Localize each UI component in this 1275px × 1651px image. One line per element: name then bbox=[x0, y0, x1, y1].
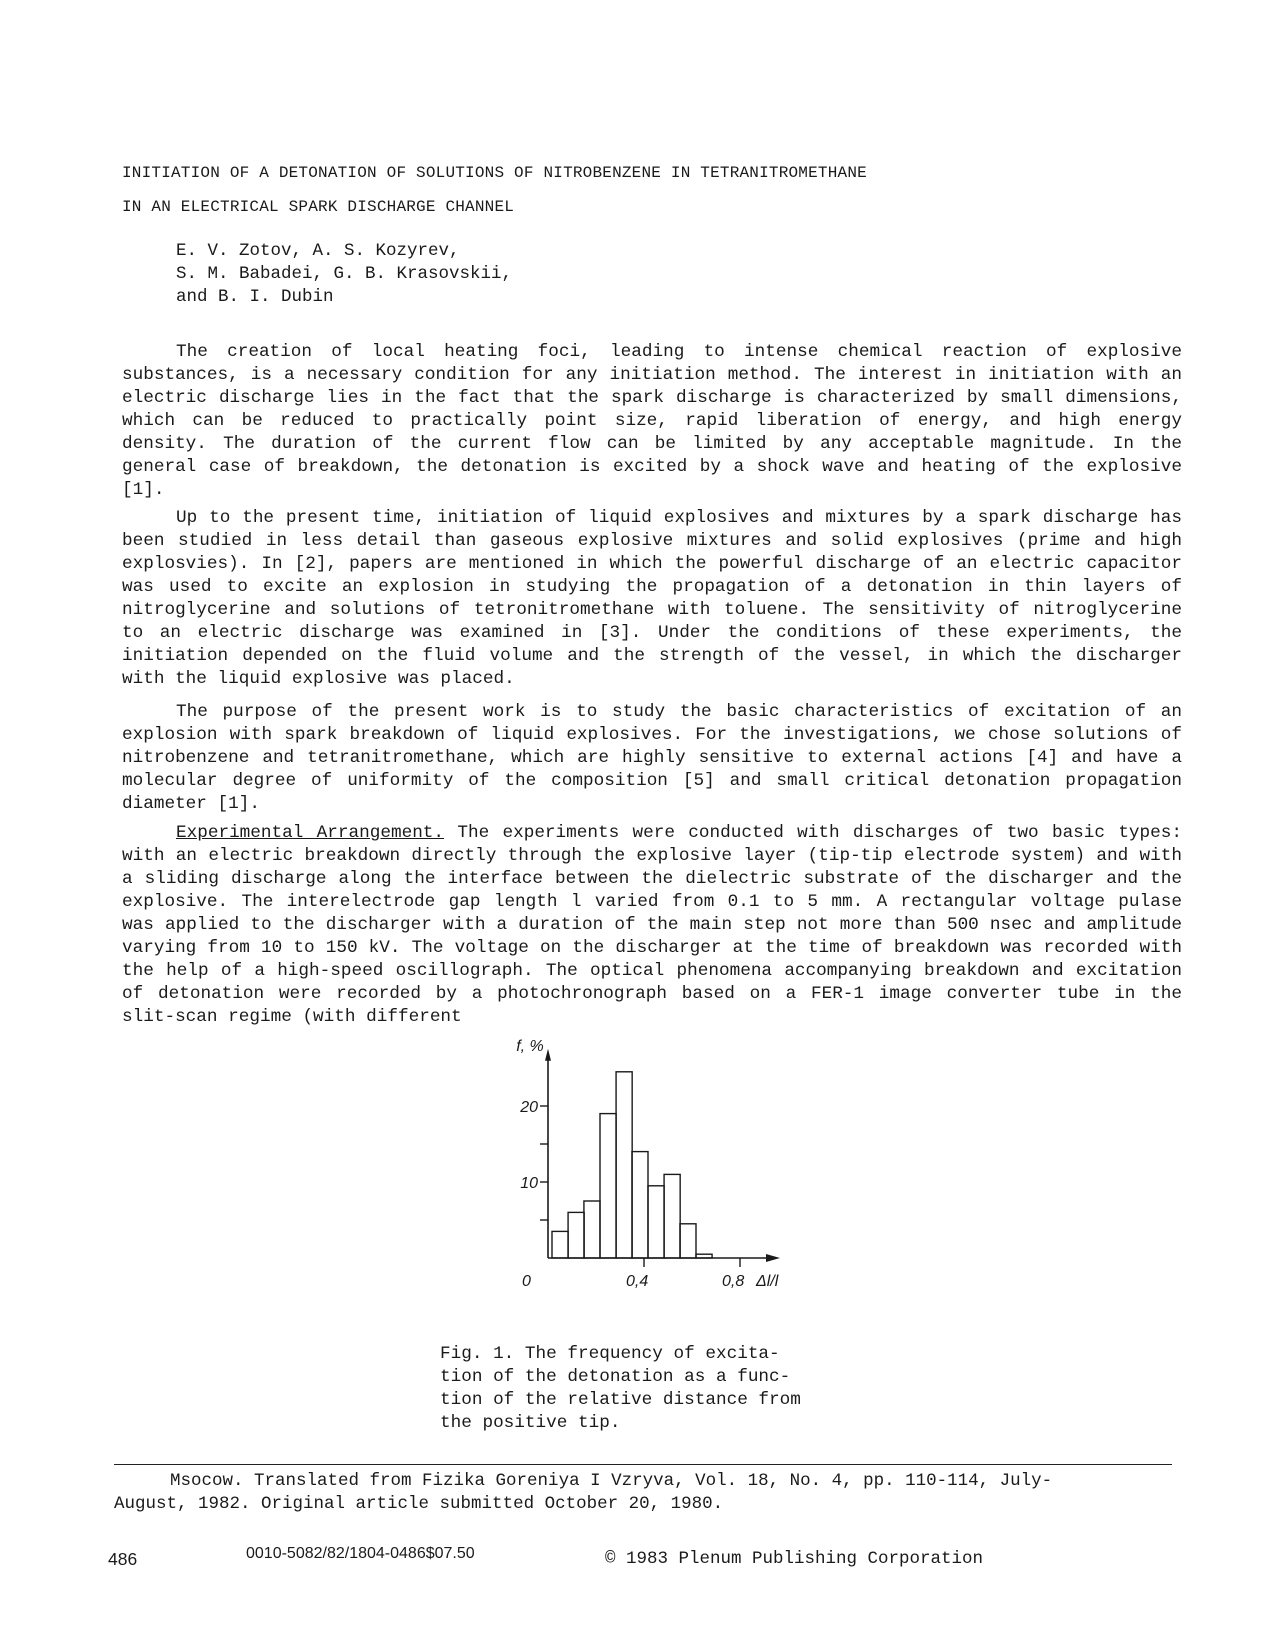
histogram-bar bbox=[648, 1186, 664, 1258]
author-line-1: E. V. Zotov, A. S. Kozyrev, bbox=[176, 241, 460, 261]
histogram-bar bbox=[616, 1072, 632, 1258]
caption-line-3: tion of the relative distance from bbox=[440, 1390, 801, 1410]
page-number: 486 bbox=[108, 1549, 138, 1569]
author-list bbox=[176, 240, 512, 309]
histogram-bar bbox=[600, 1114, 616, 1258]
footnote-divider bbox=[114, 1464, 1172, 1465]
caption-line-2: tion of the detonation as a func- bbox=[440, 1367, 791, 1387]
histogram-bar bbox=[696, 1254, 712, 1258]
x-tick-label: 0,8 bbox=[722, 1273, 745, 1290]
histogram-bar bbox=[664, 1174, 680, 1258]
copyright: © 1983 Plenum Publishing Corporation bbox=[605, 1549, 984, 1569]
histogram-bar bbox=[680, 1224, 696, 1258]
paragraph-4 bbox=[122, 822, 1182, 1029]
caption-line-4: the positive tip. bbox=[440, 1413, 621, 1433]
histogram-figure bbox=[500, 1037, 779, 1318]
x-axis-arrow bbox=[766, 1254, 780, 1262]
section-heading-experimental: Experimental Arrangement. bbox=[176, 823, 445, 843]
x-axis-label: Δl/l bbox=[756, 1273, 779, 1290]
y-tick-label: 20 bbox=[520, 1099, 538, 1116]
histogram-bar bbox=[552, 1231, 568, 1258]
paragraph-4-text: The experiments were conducted with discharges of two basic types: with an electric breakdown directly through the explosive layer (tip-tip electrode system) and with a sliding discharge along the interface between the dielectric substrate of the discharger and the explosive. The interelectrode gap length l varied from 0.1 to 5 mm. A rectangular voltage pulase was applied to the discharger with a duration of the main step not more than 500 nsec and amplitude varying from 10 to 150 kV. The voltage on the discharger at the time of breakdown was recorded with the help of a high-speed oscillograph. The optical phenomena accompanying breakdown and excitation of detonation were recorded by a photochronograph based on a FER-1 image converter tube in the slit-scan regime (with different bbox=[122, 823, 1183, 1027]
article-title bbox=[122, 156, 867, 224]
paragraph-3-text: The purpose of the present work is to study the basic characteristics of excitation of an explosion with spark breakdown of liquid explosives. For the investigations, we chose solutions of nitrobenzene and tetranitromethane, which are highly sensitive to external actions [4] and have a molecular degree of uniformity of the composition [5] and small critical detonation propagation diameter [1]. bbox=[122, 702, 1182, 814]
caption-line-1: Fig. 1. The frequency of excita- bbox=[440, 1344, 780, 1364]
histogram-bar bbox=[632, 1152, 648, 1258]
article-code: 0010-5082/82/1804-0486$07.50 bbox=[246, 1545, 475, 1562]
figure-caption bbox=[440, 1343, 860, 1435]
title-line-1: INITIATION OF A DETONATION OF SOLUTIONS OF NITROBENZENE IN TETRANITROMETHANE bbox=[122, 164, 867, 182]
y-axis-label: f, % bbox=[516, 1037, 544, 1055]
histogram-bar bbox=[568, 1212, 584, 1258]
footnote bbox=[114, 1470, 1174, 1516]
histogram-bar bbox=[584, 1201, 600, 1258]
author-line-2: S. M. Babadei, G. B. Krasovskii, bbox=[176, 264, 513, 284]
y-axis-arrow bbox=[545, 1049, 551, 1061]
author-line-3: and B. I. Dubin bbox=[176, 287, 334, 307]
title-line-2: IN AN ELECTRICAL SPARK DISCHARGE CHANNEL bbox=[122, 198, 515, 216]
paragraph-3 bbox=[122, 701, 1182, 816]
paragraph-2 bbox=[122, 507, 1182, 691]
footnote-line-2: August, 1982. Original article submitted October 20, 1980. bbox=[114, 1494, 724, 1514]
paragraph-1-text: The creation of local heating foci, leading to intense chemical reaction of explosive substances, is a necessary condition for any initiation method. The interest in initiation with an electric discharge lies in the fact that the spark discharge is characterized by small dimensions, which can be reduced to practically point size, rapid liberation of energy, and high energy density. The duration of the current flow can be limited by any acceptable magnitude. In the general case of breakdown, the detonation is excited by a shock wave and heating of the explosive [1]. bbox=[122, 342, 1182, 500]
paragraph-2-text: Up to the present time, initiation of liquid explosives and mixtures by a spark discharge has been studied in less detail than gaseous explosive mixtures and solid explosives (prime and high explosvies). In [2], papers are mentioned in which the powerful discharge of an electric capacitor was used to excite an explosion in studying the propagation of a detonation in thin layers of nitroglycerine and solutions of tetronitromethane with toluene. The sensitivity of nitroglycerine to an electric discharge was examined in [3]. Under the conditions of these experiments, the initiation depended on the fluid volume and the strength of the vessel, in which the discharger with the liquid explosive was placed. bbox=[122, 508, 1182, 689]
footnote-line-1: Msocow. Translated from Fizika Goreniya I Vzryva, Vol. 18, No. 4, pp. 110-114, July- bbox=[170, 1471, 1053, 1491]
paragraph-1 bbox=[122, 341, 1182, 502]
x-tick-label: 0,4 bbox=[626, 1273, 649, 1290]
x-tick-label: 0 bbox=[522, 1273, 531, 1290]
y-tick-label: 10 bbox=[520, 1175, 538, 1192]
